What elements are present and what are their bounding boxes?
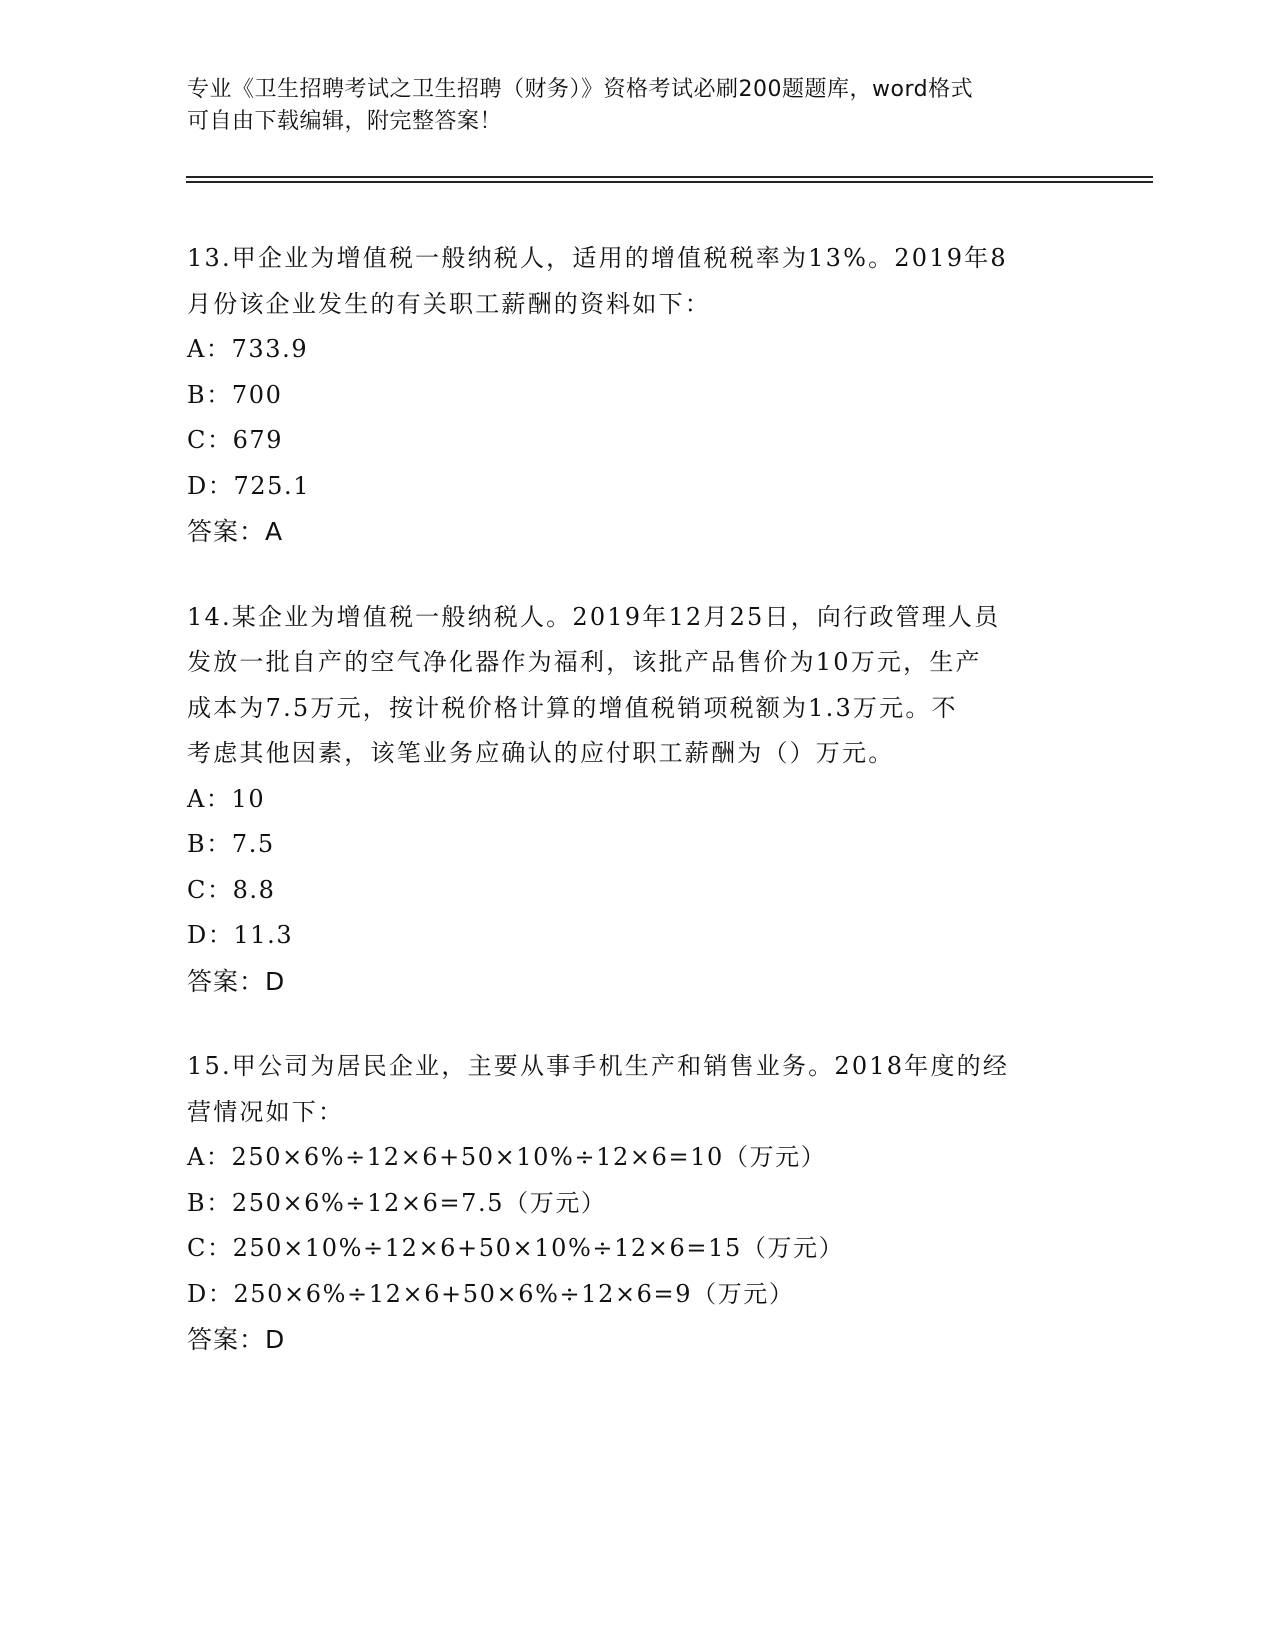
question-14 [187, 595, 1087, 1005]
option-c: C：679 [187, 426, 284, 454]
answer-line: 答案：D [187, 966, 286, 996]
question-stem-line: 发放一批自产的空气净化器作为福利，该批产品售价为10万元，生产 [187, 648, 982, 676]
header-line-1: 专业《卫生招聘考试之卫生招聘（财务）》资格考试必刷200题题库，word格式 [187, 77, 974, 102]
header-divider-top [186, 176, 1153, 178]
header-divider-bottom [186, 181, 1153, 183]
question-stem-line: 14.某企业为增值税一般纳税人。2019年12月25日，向行政管理人员 [187, 602, 1001, 631]
question-stem-line: 营情况如下： [187, 1097, 345, 1126]
option-a: A：10 [187, 784, 266, 813]
answer-line: 答案：A [187, 517, 284, 546]
question-stem-line: 成本为7.5万元，按计税价格计算的增值税销项税额为1.3万元。不 [187, 693, 958, 722]
question-stem-line: 月份该企业发生的有关职工薪酬的资料如下： [187, 289, 711, 318]
option-a: A：733.9 [187, 335, 309, 363]
option-b: B：700 [187, 380, 283, 409]
option-c: C：250×10%÷12×6+50×10%÷12×6=15（万元） [187, 1234, 845, 1262]
option-b: B：250×6%÷12×6=7.5（万元） [187, 1188, 607, 1217]
question-list [187, 236, 1087, 1403]
header-line-2: 可自由下载编辑，附完整答案！ [187, 109, 503, 134]
document-header [187, 74, 1067, 138]
option-d: D：725.1 [187, 471, 311, 500]
question-15 [187, 1044, 1087, 1363]
answer-line: 答案：D [187, 1325, 286, 1354]
option-b: B：7.5 [187, 830, 275, 858]
option-d: D：11.3 [187, 921, 294, 949]
question-13 [187, 236, 1087, 555]
option-d: D：250×6%÷12×6+50×6%÷12×6=9（万元） [187, 1279, 795, 1308]
question-stem-line: 考虑其他因素，该笔业务应确认的应付职工薪酬为（）万元。 [187, 739, 895, 767]
option-c: C：8.8 [187, 875, 276, 904]
question-stem-line: 15.甲公司为居民企业，主要从事手机生产和销售业务。2018年度的经 [187, 1052, 1010, 1080]
question-stem-line: 13.甲企业为增值税一般纳税人，适用的增值税税率为13%。2019年8 [187, 244, 1008, 272]
option-a: A：250×6%÷12×6+50×10%÷12×6=10（万元） [187, 1143, 827, 1171]
